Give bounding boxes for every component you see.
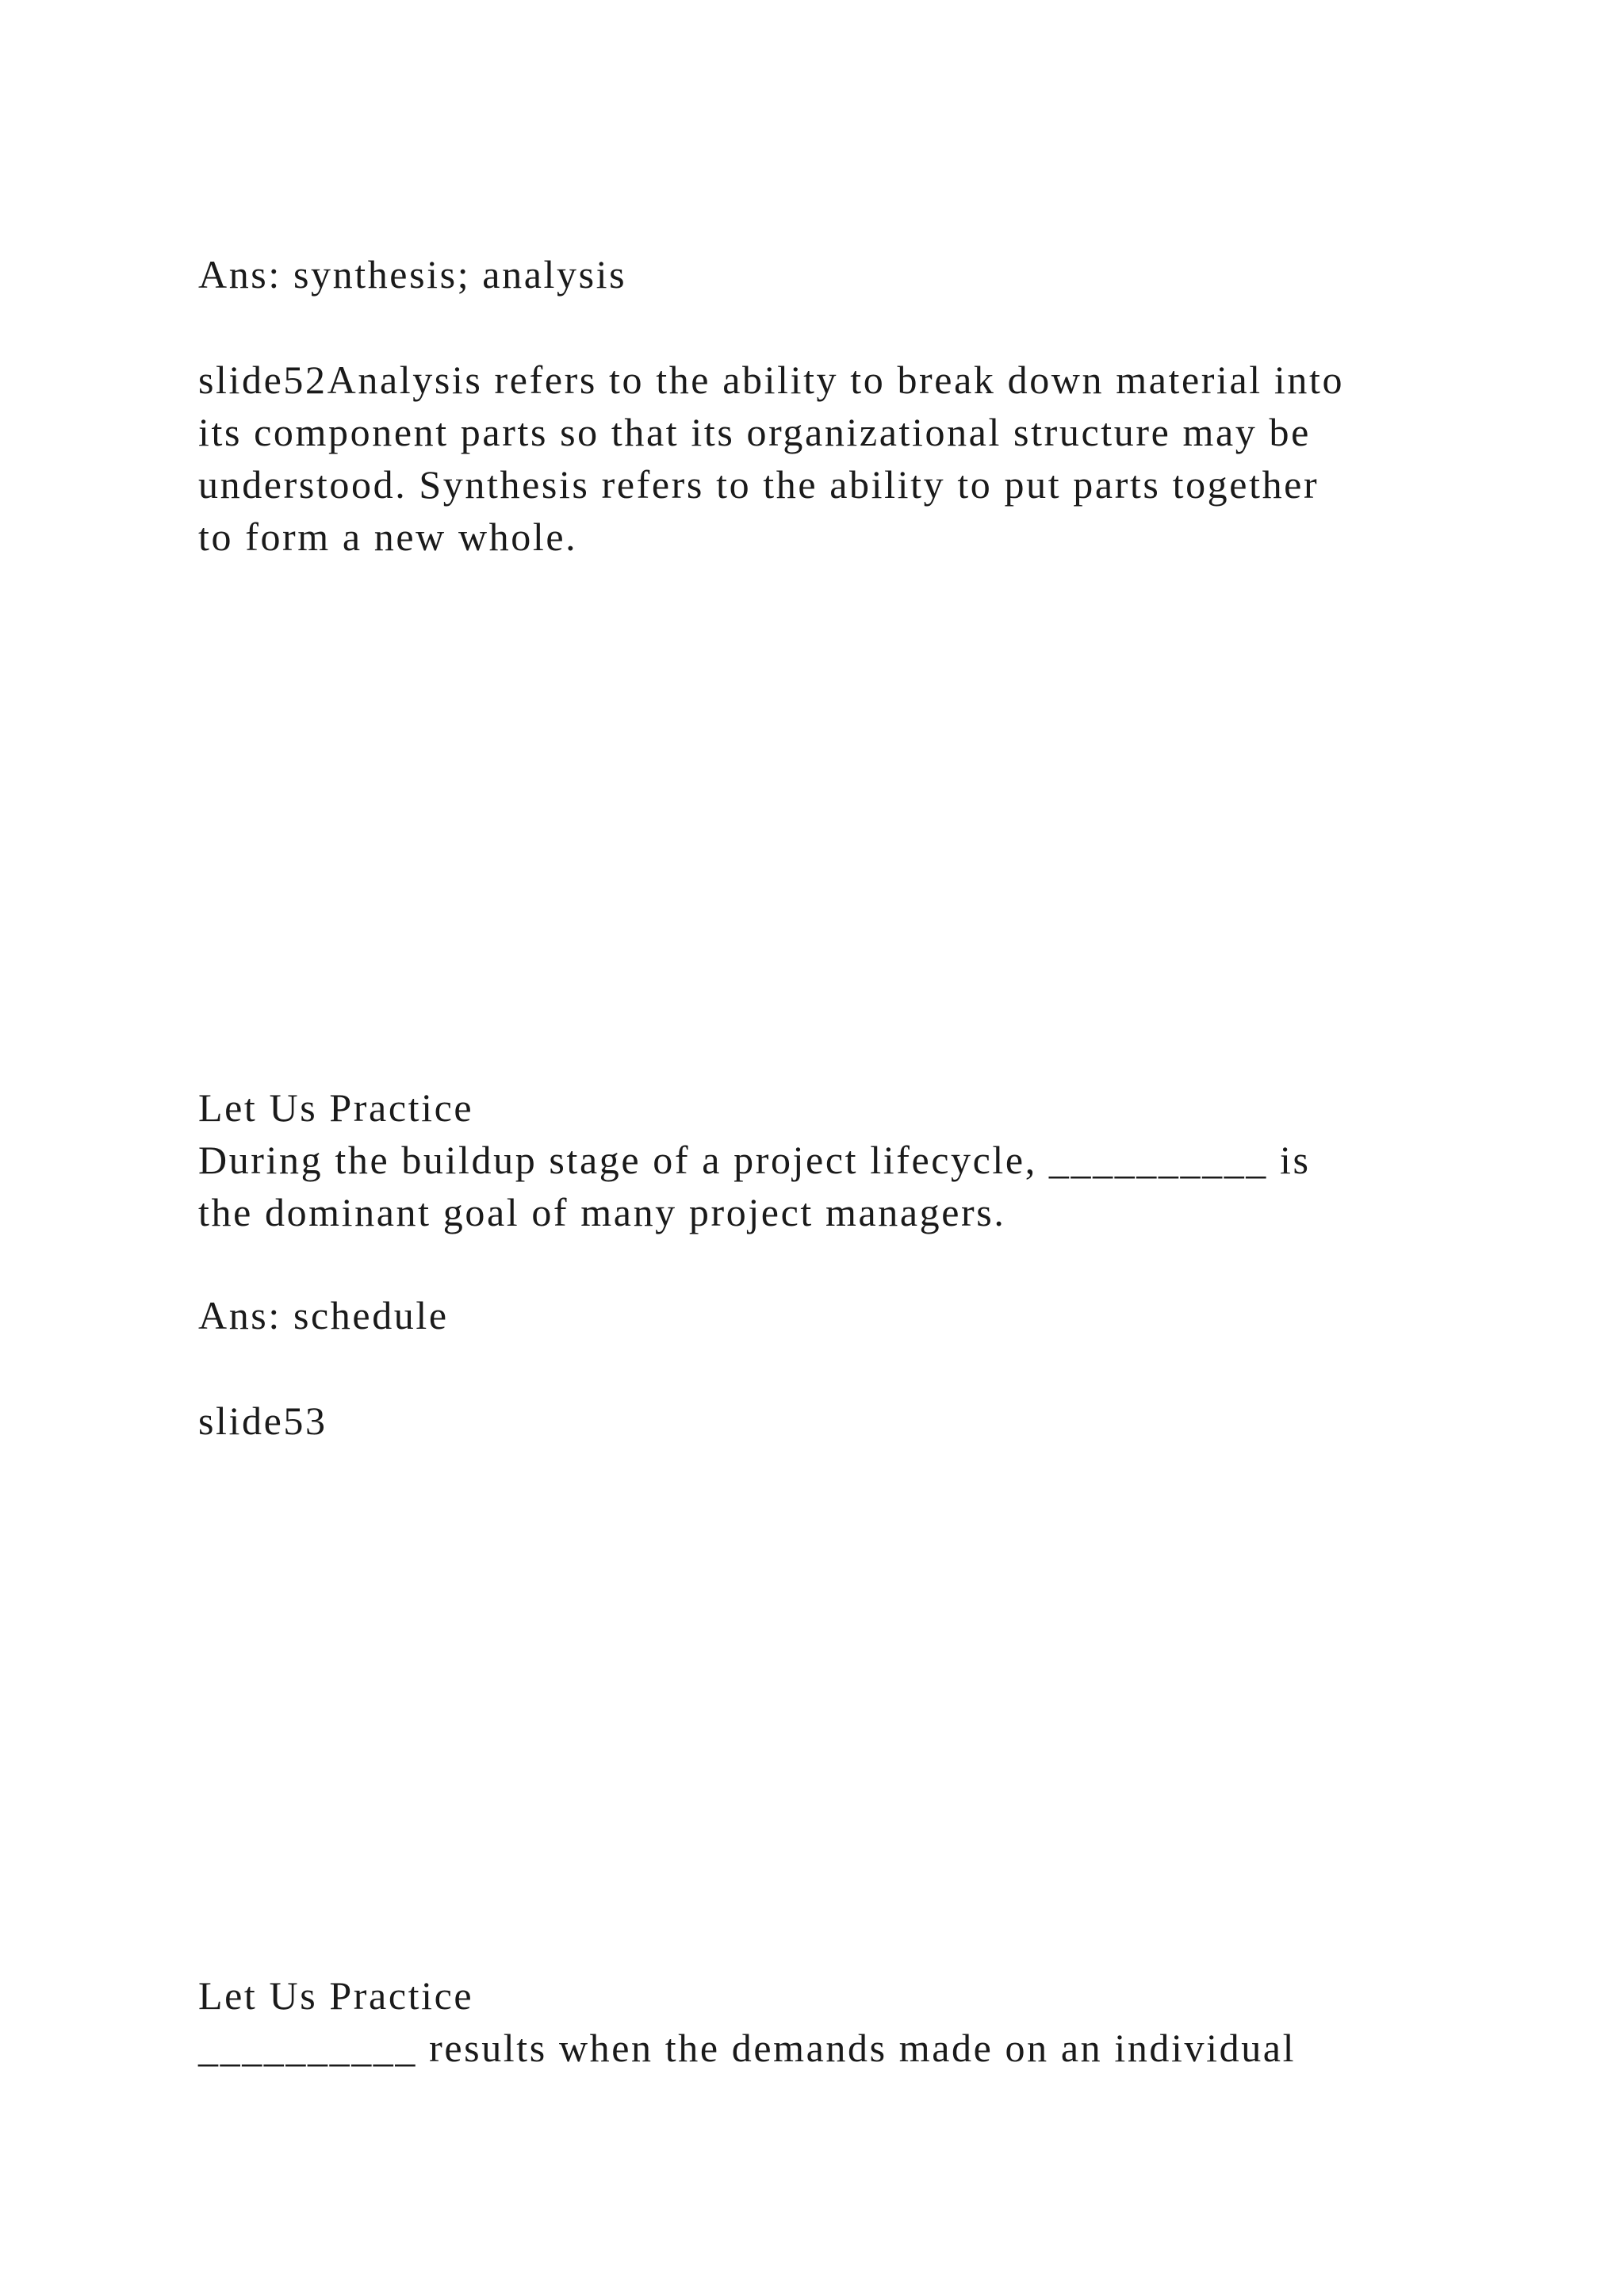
slide-label: slide53	[198, 1399, 327, 1443]
explanation-line: slide52Analysis refers to the ability to break down material into	[198, 358, 1345, 402]
explanation-line: understood. Synthesis refers to the ability to put parts together	[198, 462, 1320, 507]
section-heading: Let Us Practice	[198, 1973, 474, 2018]
question-line: __________ results when the demands made on an individual	[198, 2026, 1297, 2070]
explanation-line: to form a new whole.	[198, 515, 578, 559]
section-heading: Let Us Practice	[198, 1085, 474, 1130]
question-line: the dominant goal of many project managers.	[198, 1190, 1006, 1234]
answer-text: Ans: schedule	[198, 1293, 449, 1337]
explanation-line: its component parts so that its organizational structure may be	[198, 410, 1311, 454]
answer-text: Ans: synthesis; analysis	[198, 252, 627, 297]
question-line: During the buildup stage of a project lifecycle, __________ is	[198, 1138, 1311, 1182]
